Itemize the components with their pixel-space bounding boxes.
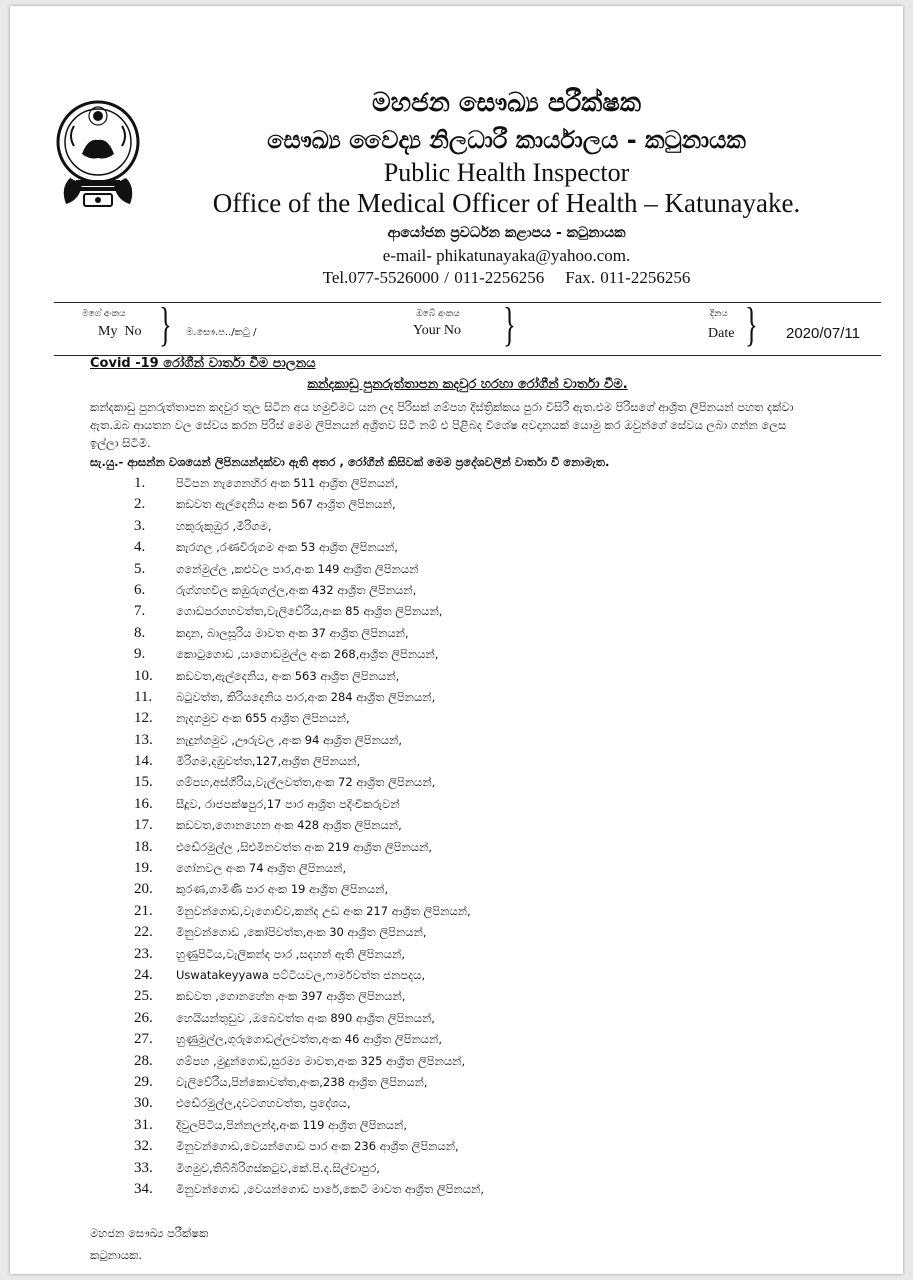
list-item-number: 29.: [134, 1073, 153, 1090]
list-item: [110, 1158, 484, 1179]
list-item-text: කඩවත,ගොනහෙන අංක 428 ආශ්‍රිත ලිපිනයන්,: [176, 818, 402, 833]
list-item-text: ගම්පහ ,මුදුන්ගොඩ,සුරම්‍ය මාවත,අංක 325 ආශ්‍රිත ලිපිනයන්,: [176, 1053, 466, 1068]
list-item-number: 26.: [134, 1009, 153, 1026]
list-item: [110, 772, 484, 793]
subject-heading: කන්දකාඩු පුනරුත්තාපන කදවුර හරහා රෝගීන් වාර්තා වීම.: [307, 377, 628, 392]
list-item: [110, 1093, 484, 1114]
list-item: [110, 601, 484, 622]
list-item-number: 14.: [134, 753, 153, 770]
list-item-text: නැදුන්ගමුව ,ඌරුවල ,අංක 94 ආශ්‍රිත ලිපිනයන්,: [176, 732, 403, 747]
list-item: [110, 1179, 484, 1200]
list-item-text: මිනුවන්ගොඩ,වැගොව්ව,කන්ද උඩ අංක 217 ආශ්‍රිත ලිපිනයන්,: [176, 903, 471, 918]
list-item-text: නැදගමුව අංක 655 ආශ්‍රිත ලිපිනයන්,: [176, 711, 350, 726]
list-item: [110, 559, 484, 580]
list-item: [110, 1008, 484, 1029]
list-item: [110, 708, 484, 729]
list-item-number: 3.: [134, 517, 146, 534]
signature-location: කටුනායක.: [90, 1248, 142, 1262]
list-item: [110, 580, 484, 601]
list-item-text: වැලිවේරිය,පින්කොවත්ත,අංක,238 ආශ්‍රිත ලිපිනයන්,: [176, 1074, 428, 1089]
list-item: [110, 494, 484, 515]
list-item-text: ගොඩපරගහවත්ත,වැලිවේරිය,අංක 85 ආශ්‍රිත ලිපිනයන්,: [176, 604, 443, 619]
list-item-number: 21.: [134, 902, 153, 919]
your-no-sinhala-label: ඔබේ අංකය: [416, 309, 460, 319]
list-item-text: කඩවත,ඇල්දෙනිය, අංක 563 ආශ්‍රිත ලිපිනයන්,: [176, 668, 400, 683]
list-item: [110, 837, 484, 858]
list-item-text: කොටුගොඩ ,යාගොඩමුල්ල අංක 268,ආශ්‍රිත ලිපිනයන්,: [176, 647, 439, 662]
list-item-text: මිනුවන්ගොඩ,වෙයන්ගොඩ පාර අංක 236 ආශ්‍රිත ලිපිනයන්,: [176, 1139, 459, 1154]
list-item-text: මීරිගම,දඹුවත්ත,127,ආශ්‍රිත ලිපිනයන්,: [176, 754, 361, 769]
list-item: [110, 986, 484, 1007]
your-no-label: Your No: [413, 323, 461, 338]
list-item: [110, 1072, 484, 1093]
list-item: [110, 858, 484, 879]
brace-icon: }: [503, 298, 516, 351]
list-item: [110, 687, 484, 708]
list-item-text: කඩවත ඇල්දෙනිය අංක 567 ආශ්‍රිත ලිපිනයන්,: [176, 497, 396, 512]
list-item-text: හකුරුකුඹුර ,මීරිගම,: [176, 518, 272, 533]
sinhala-office-name: සෞඛ්‍ය වෛද්‍ය නිලධාරී කාර්යාලය - කටුනායක: [267, 126, 746, 154]
list-item-text: ගනේමුල්ල ,කළුවල පාර,අංක 149 ආශ්‍රිත ලිපිනයන්: [176, 561, 419, 576]
list-item-text: කුරණ,ගාමිණි පාර අංක 19 ආශ්‍රිත ලිපිනයන්,: [176, 882, 389, 897]
reference-bar: [54, 298, 881, 356]
signature-block: [90, 1222, 208, 1266]
list-item: [110, 751, 484, 772]
date-label: Date: [708, 326, 735, 341]
list-item-text: හුණුමුල්ල,ගුරුගොඩල්ලවත්ත,අංක 46 ආශ්‍රිත ලිපිනයන්,: [176, 1032, 443, 1047]
letter-page: [10, 6, 903, 1274]
list-item-number: 13.: [134, 731, 153, 748]
list-item-number: 12.: [134, 710, 153, 727]
list-item-number: 10.: [134, 667, 153, 684]
english-office-name: Office of the Medical Officer of Health – Katunayake.: [212, 188, 801, 218]
list-item-number: 5.: [134, 560, 146, 577]
sinhala-title: මහජන සෞඛ්‍ය පරීක්ෂක: [371, 88, 641, 118]
subject-line: Covid -19 රෝගීන් වාර්තා වීම පාලනය: [90, 356, 316, 371]
note-line: සැ.යු.- ආසන්න වශයෙන් ලිපිනයන්දක්වා ඇති අතර , රෝගීන් කිසිවක් මෙම ප්‍රදේශවලින් වාර්තා වී නොමැත.: [90, 455, 610, 469]
list-item-text: හෙයියන්තුඩුව ,ඔබෙවත්ත අංක 890 ආශ්‍රිත ලිපිනයන්,: [176, 1010, 435, 1025]
list-item-number: 15.: [134, 774, 153, 791]
list-item-number: 31.: [134, 1116, 153, 1133]
list-item-text: Uswatakeyyawa පට්ටියවල,ෆාර්මවත්ත ජනපදය,: [176, 967, 426, 982]
list-item-number: 34.: [134, 1180, 153, 1197]
list-item-number: 11.: [134, 688, 153, 705]
list-item: [110, 794, 484, 815]
list-item-number: 9.: [134, 646, 146, 663]
list-item-text: මිගමුව,තිබ්බිරිගස්කටුව,කේ.පි.ද.සිල්වාපුර,: [176, 1160, 380, 1175]
list-item: [110, 730, 484, 751]
signature-title: මහජන සෞඛ්‍ය පරීක්ෂක: [90, 1226, 209, 1240]
list-item: [110, 901, 484, 922]
list-item: [110, 815, 484, 836]
email-line: e-mail- phikatunayaka@yahoo.com.: [382, 246, 631, 265]
list-item-text: මිනුවන්ගොඩ ,වෙයන්ගොඩ පාරේ,කෙටි මාවත ආශ්‍රිත ලිපිනයන්,: [176, 1181, 484, 1196]
list-item: [110, 965, 484, 986]
date-value: 2020/07/11: [786, 325, 860, 342]
list-item-number: 32.: [134, 1138, 153, 1155]
list-item-number: 17.: [134, 817, 153, 834]
list-item-number: 16.: [134, 795, 153, 812]
list-item-number: 7.: [134, 603, 146, 620]
english-title: Public Health Inspector: [383, 158, 630, 187]
list-item-number: 20.: [134, 881, 153, 898]
sri-lanka-emblem-icon: [54, 94, 142, 214]
list-item-number: 4.: [134, 539, 146, 556]
list-item-text: ගෝනවල අංක 74 ආශ්‍රිත ලිපිනයන්,: [176, 861, 347, 876]
list-item: [110, 666, 484, 687]
list-item-text: පිටිපන නැගෙනහිර අංක 511 ආශ්‍රිත ලිපිනයන්,: [176, 476, 399, 490]
list-item-number: 33.: [134, 1159, 153, 1176]
list-item-text: දිවුලපිටිය,පින්නලන්ද,අංක 119 ආශ්‍රිත ලිපිනයන්,: [176, 1117, 408, 1132]
my-no-value: ම.සෞ.ප../කටු /: [186, 327, 257, 338]
list-item: [110, 623, 484, 644]
list-item: [110, 1115, 484, 1136]
date-sinhala-label: දිනය: [710, 309, 728, 319]
list-item: [110, 944, 484, 965]
list-item: [110, 516, 484, 537]
list-item-number: 18.: [134, 838, 153, 855]
list-item-number: 19.: [134, 860, 153, 877]
list-item-number: 22.: [134, 924, 153, 941]
list-item-number: 1.: [134, 475, 146, 491]
list-item-text: කැරගල ,රණවිරුගම අංක 53 ආශ්‍රිත ලිපිනයන්,: [176, 540, 398, 555]
list-item-text: සීදූව, රාජපක්ෂපුර,17 පාර ආශ්‍රිත පදිංචිකරුවන්: [176, 796, 400, 811]
list-item: [110, 537, 484, 558]
list-item-number: 24.: [134, 966, 153, 983]
sinhala-division: ආයෝජන ප්‍රවර්ධන කළාපය - කටුනායක: [387, 225, 626, 241]
my-no-label: My No: [98, 324, 142, 339]
list-item-number: 25.: [134, 988, 153, 1005]
list-item: [110, 644, 484, 665]
body-paragraph: කන්දකාඩු පුනරුත්තාපන කදවුර තුල සිටින අය හමුවීමට යන ලද පිරිසක් ගම්පහ දිස්ත්‍රික්කය පුරා විසිරී ඇත.එම පිරිසගේ ආශ්‍රිත ලිපිනයන් පහත දක්වා ඇත.ඔබ ආයතන වල සේවය කරන පිරිස් මෙම ලිපිනයන් අශ්‍රිතව සිටී නම් එ පිළිබද විශේෂ අවදානයක් යොමු කර ඔවුන්ගේ සේවය ලබා ගන්න ලෙස ඉල්ලා සිටිමි.: [90, 400, 794, 450]
list-item-number: 28.: [134, 1052, 153, 1069]
brace-icon: }: [159, 298, 172, 351]
list-item-number: 2.: [134, 496, 146, 513]
list-item-text: බටුවත්ත, කිරියදෙනිය පාර,අංක 284 ආශ්‍රිත ලිපිනයන්,: [176, 689, 436, 704]
list-item-text: ගම්පහ,අස්ගිරිය,වැල්ලවත්ත,අංක 72 ආශ්‍රිත ලිපිනයන්,: [176, 775, 436, 790]
list-item-text: රුග්ගහවිල කඹුරුගල්ල,අංක 432 ආශ්‍රිත ලිපිනයන්,: [176, 582, 417, 597]
list-item: [110, 922, 484, 943]
brace-icon: }: [745, 298, 758, 351]
list-item: [110, 1029, 484, 1050]
list-item: [110, 879, 484, 900]
list-item-text: එඩේරමුල්ල ,සිළුමිනවත්ත අංක 219 ආශ්‍රිත ලිපිනයන්,: [176, 839, 433, 854]
list-item-number: 8.: [134, 624, 146, 641]
list-item-number: 23.: [134, 945, 153, 962]
list-item-text: කඩවත ,ගොනහේන අංක 397 ආශ්‍රිත ලිපිනයන්,: [176, 989, 406, 1004]
list-item-number: 30.: [134, 1095, 153, 1112]
list-item: [110, 1051, 484, 1072]
list-item-text: එඩේරමුල්ල,දවටගහවත්ත, ප්‍රදේශය,: [176, 1096, 351, 1111]
list-item-text: කදාන, බාලසූරිය මාවත අංක 37 ආශ්‍රිත ලිපිනයන්,: [176, 625, 409, 640]
list-item-text: හුණුපිටිය,වැලිකන්ද පාර ,සදහන් ඇති ලිපිනයන්,: [176, 946, 406, 961]
list-item-text: මිනුවන්ගොඩ ,කෝපිවත්ත,අංක 30 ආශ්‍රිත ලිපිනයන්,: [176, 925, 427, 940]
list-item-number: 27.: [134, 1031, 153, 1048]
telephone-line: Tel.077-5526000 / 011-2256256 Fax. 011-2256256: [322, 268, 691, 287]
my-no-sinhala-label: මගේ අංකය: [82, 309, 126, 319]
list-item: [110, 1136, 484, 1157]
list-item: [110, 473, 484, 494]
address-list: [110, 473, 484, 1200]
list-item-number: 6.: [134, 581, 146, 598]
